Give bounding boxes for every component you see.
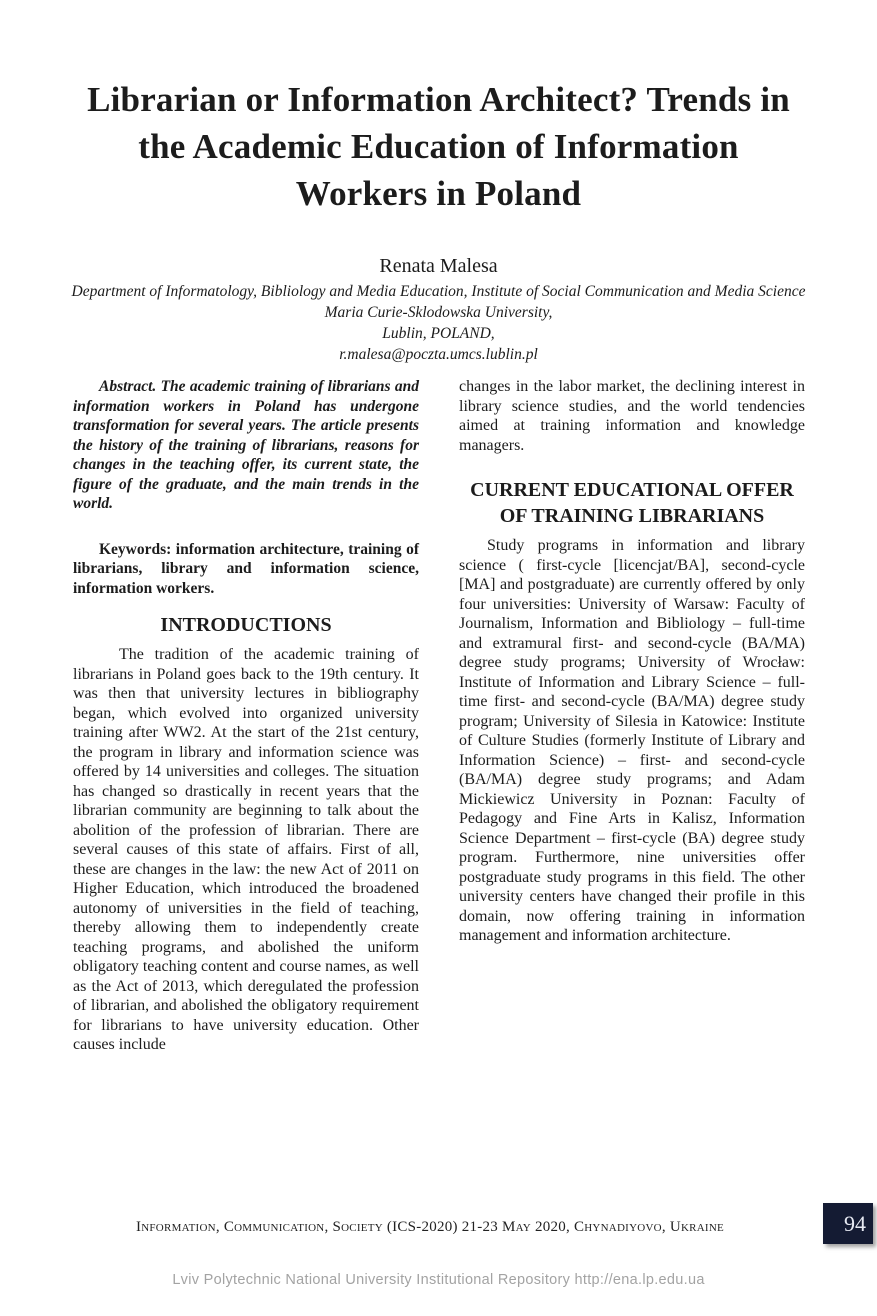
introduction-paragraph: The tradition of the academic training of librarians in Poland goes back to the 19th century. It was then that university lectures in bibliography began, which evolved into organized university training after WW2. At the start of the 21st century, the program in library and information science was offered by 14 universities and colleges. The situation has changed so drastically in recent years that the librarian community are beginning to talk about the abolition of the profession of librarian. There are several causes of this state of affairs. First of all, these are changes in the law: the new Act of 2011 on Higher Education, which introduced the broadened autonomy of universities in the field of teaching, thereby allowing them to independently create teaching programs, and abolished the uniform obligatory teaching content and course names, as well as the Act of 2013, which deregulated the profession of librarian, and abolished the obligatory requirement for librarians to have university education. Other causes include — [73, 646, 419, 1053]
two-column-body — [73, 377, 805, 1055]
author-affiliation — [0, 281, 877, 365]
affiliation-department: Department of Informatology, Bibliology and Media Education, Institute of Social Communication and Media Science — [71, 283, 806, 300]
repository-footer-line: Lviv Polytechnic National University Institutional Repository http://ena.lp.edu.ua — [172, 1272, 705, 1288]
right-column — [459, 377, 805, 1055]
educational-offer-paragraph: Study programs in information and library science ( first-cycle [licencjat/BA], second-cycle [MA] and postgraduate) are currently offered by only four universities: University of Warsaw: Faculty of Journalism, Information and Bibliology – full-time and extramural first- and second-cycle (BA/MA) degree study programs; University of Wrocław: Institute of Information and Library Science – full-time first- and second-cycle (BA/MA) degree study program; University of Silesia in Katowice: Institute of Culture Studies (formerly Institute of Library and Information Science) – first- and second-cycle (BA/MA) degree study programs; and Adam Mickiewicz University in Poznan: Faculty of Pedagogy and Fine Arts in Kalisz, Information Science Department – first-cycle (BA) degree study program. Furthermore, nine universities offer postgraduate study programs in this field. The other university centers have changed their profile in this domain, now offering training in information management and information architecture. — [459, 537, 805, 944]
section-heading-current-offer-line-1: CURRENT EDUCATIONAL OFFER — [470, 479, 794, 501]
page-number-badge: 94 — [823, 1203, 873, 1244]
left-column — [73, 377, 419, 1055]
continuation-paragraph: changes in the labor market, the declining interest in library science studies, and the world tendencies aimed at training information and knowledge managers. — [459, 378, 805, 454]
section-heading-introductions: INTRODUCTIONS — [160, 614, 332, 636]
keywords-paragraph: Keywords: information architecture, training of librarians, library and information science, information workers. — [73, 540, 419, 597]
paper-page — [0, 76, 877, 1316]
abstract-paragraph: Abstract. The academic training of librarians and information workers in Poland has undergone transformation for several years. The article presents the history of the training of librarians, reasons for changes in the teaching offer, its current state, the figure of the graduate, and the main trends in the world. — [73, 378, 419, 512]
paper-title — [28, 76, 849, 217]
affiliation-university: Maria Curie-Sklodowska University, — [324, 304, 553, 321]
section-heading-current-offer — [459, 477, 805, 529]
paper-title-line-3: Workers in Poland — [295, 174, 582, 213]
author-email: r.malesa@poczta.umcs.lublin.pl — [339, 346, 538, 363]
author-name: Renata Malesa — [379, 255, 498, 277]
paper-title-line-2: the Academic Education of Information — [138, 127, 739, 166]
paper-title-line-1: Librarian or Information Architect? Trends in — [87, 80, 790, 119]
affiliation-city-country: Lublin, POLAND, — [382, 325, 495, 342]
section-heading-current-offer-line-2: OF TRAINING LIBRARIANS — [499, 505, 765, 527]
conference-footer-line: Information, Communication, Society (ICS-2020) 21-23 May 2020, Chynadiyovo, Ukraine — [135, 1219, 724, 1235]
